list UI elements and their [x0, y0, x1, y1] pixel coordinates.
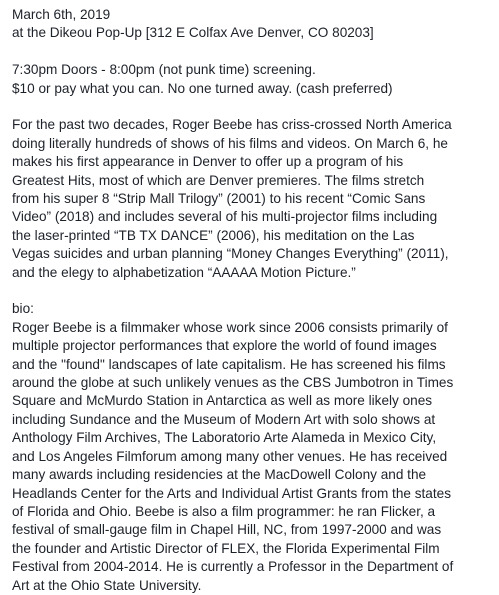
description-line: Video” (2018) and includes several of his multi-projector films including	[12, 209, 438, 225]
bio-line: around the globe at such unlikely venues as the CBS Jumbotron in Times	[12, 375, 454, 391]
description-line: and the elegy to alphabetization “AAAAA Motion Picture.”	[12, 264, 356, 280]
description-line: Vegas suicides and urban planning “Money Changes Everything” (2011),	[12, 246, 449, 262]
bio-line: and the "found" landscapes of late capitalism. He has screened his films	[12, 356, 446, 372]
description-line: makes his first appearance in Denver to offer up a program of his	[12, 154, 404, 170]
bio-line: Anthology Film Archives, The Laboratorio Arte Alameda in Mexico City,	[12, 430, 437, 446]
event-post	[12, 6, 496, 595]
description-line: For the past two decades, Roger Beebe has criss-crossed North America	[12, 117, 452, 133]
bio-line: Art at the Ohio State University.	[12, 577, 202, 593]
bio-line: of Florida and Ohio. Beebe is also a film programmer: he ran Flicker, a	[12, 503, 436, 519]
bio-line: and Los Angeles Filmforum among many other venues. He has received	[12, 448, 448, 464]
bio-line: the founder and Artistic Director of FLEX, the Florida Experimental Film	[12, 540, 440, 556]
event-time: 7:30pm Doors - 8:00pm (not punk time) screening.	[12, 62, 316, 78]
bio-line: multiple projector performances that explore the world of found images	[12, 338, 437, 354]
bio-line: Square and McMurdo Station in Antarctica as well as more likely ones	[12, 393, 433, 409]
bio-line: many awards including residencies at the MacDowell Colony and the	[12, 467, 427, 483]
description-line: Greatest Hits, most of which are Denver premieres. The films stretch	[12, 172, 425, 188]
description-line: doing literally hundreds of shows of his films and videos. On March 6, he	[12, 135, 448, 151]
event-venue: at the Dikeou Pop-Up [312 E Colfax Ave Denver, CO 80203]	[12, 25, 374, 41]
bio-paragraph	[12, 319, 496, 595]
spacer	[12, 98, 496, 116]
event-date: March 6th, 2019	[12, 7, 111, 22]
description-line: the laser-printed “TB TX DANCE” (2006), his meditation on the Las	[12, 227, 415, 243]
event-price: $10 or pay what you can. No one turned away. (cash preferred)	[12, 80, 393, 96]
bio-line: including Sundance and the Museum of Modern Art with solo shows at	[12, 411, 436, 427]
description-paragraph	[12, 116, 496, 282]
description-line: from his super 8 “Strip Mall Trilogy” (2001) to his recent “Comic Sans	[12, 191, 426, 207]
bio-line: Roger Beebe is a filmmaker whose work since 2006 consists primarily of	[12, 319, 448, 335]
bio-line: Headlands Center for the Arts and Individual Artist Grants from the states	[12, 485, 451, 501]
spacer	[12, 282, 496, 300]
bio-line: Festival from 2004-2014. He is currently a Professor in the Department of	[12, 559, 454, 575]
bio-line: festival of small-gauge film in Chapel Hill, NC, from 1997-2000 and was	[12, 522, 442, 538]
bio-label: bio:	[12, 301, 34, 317]
spacer	[12, 43, 496, 61]
